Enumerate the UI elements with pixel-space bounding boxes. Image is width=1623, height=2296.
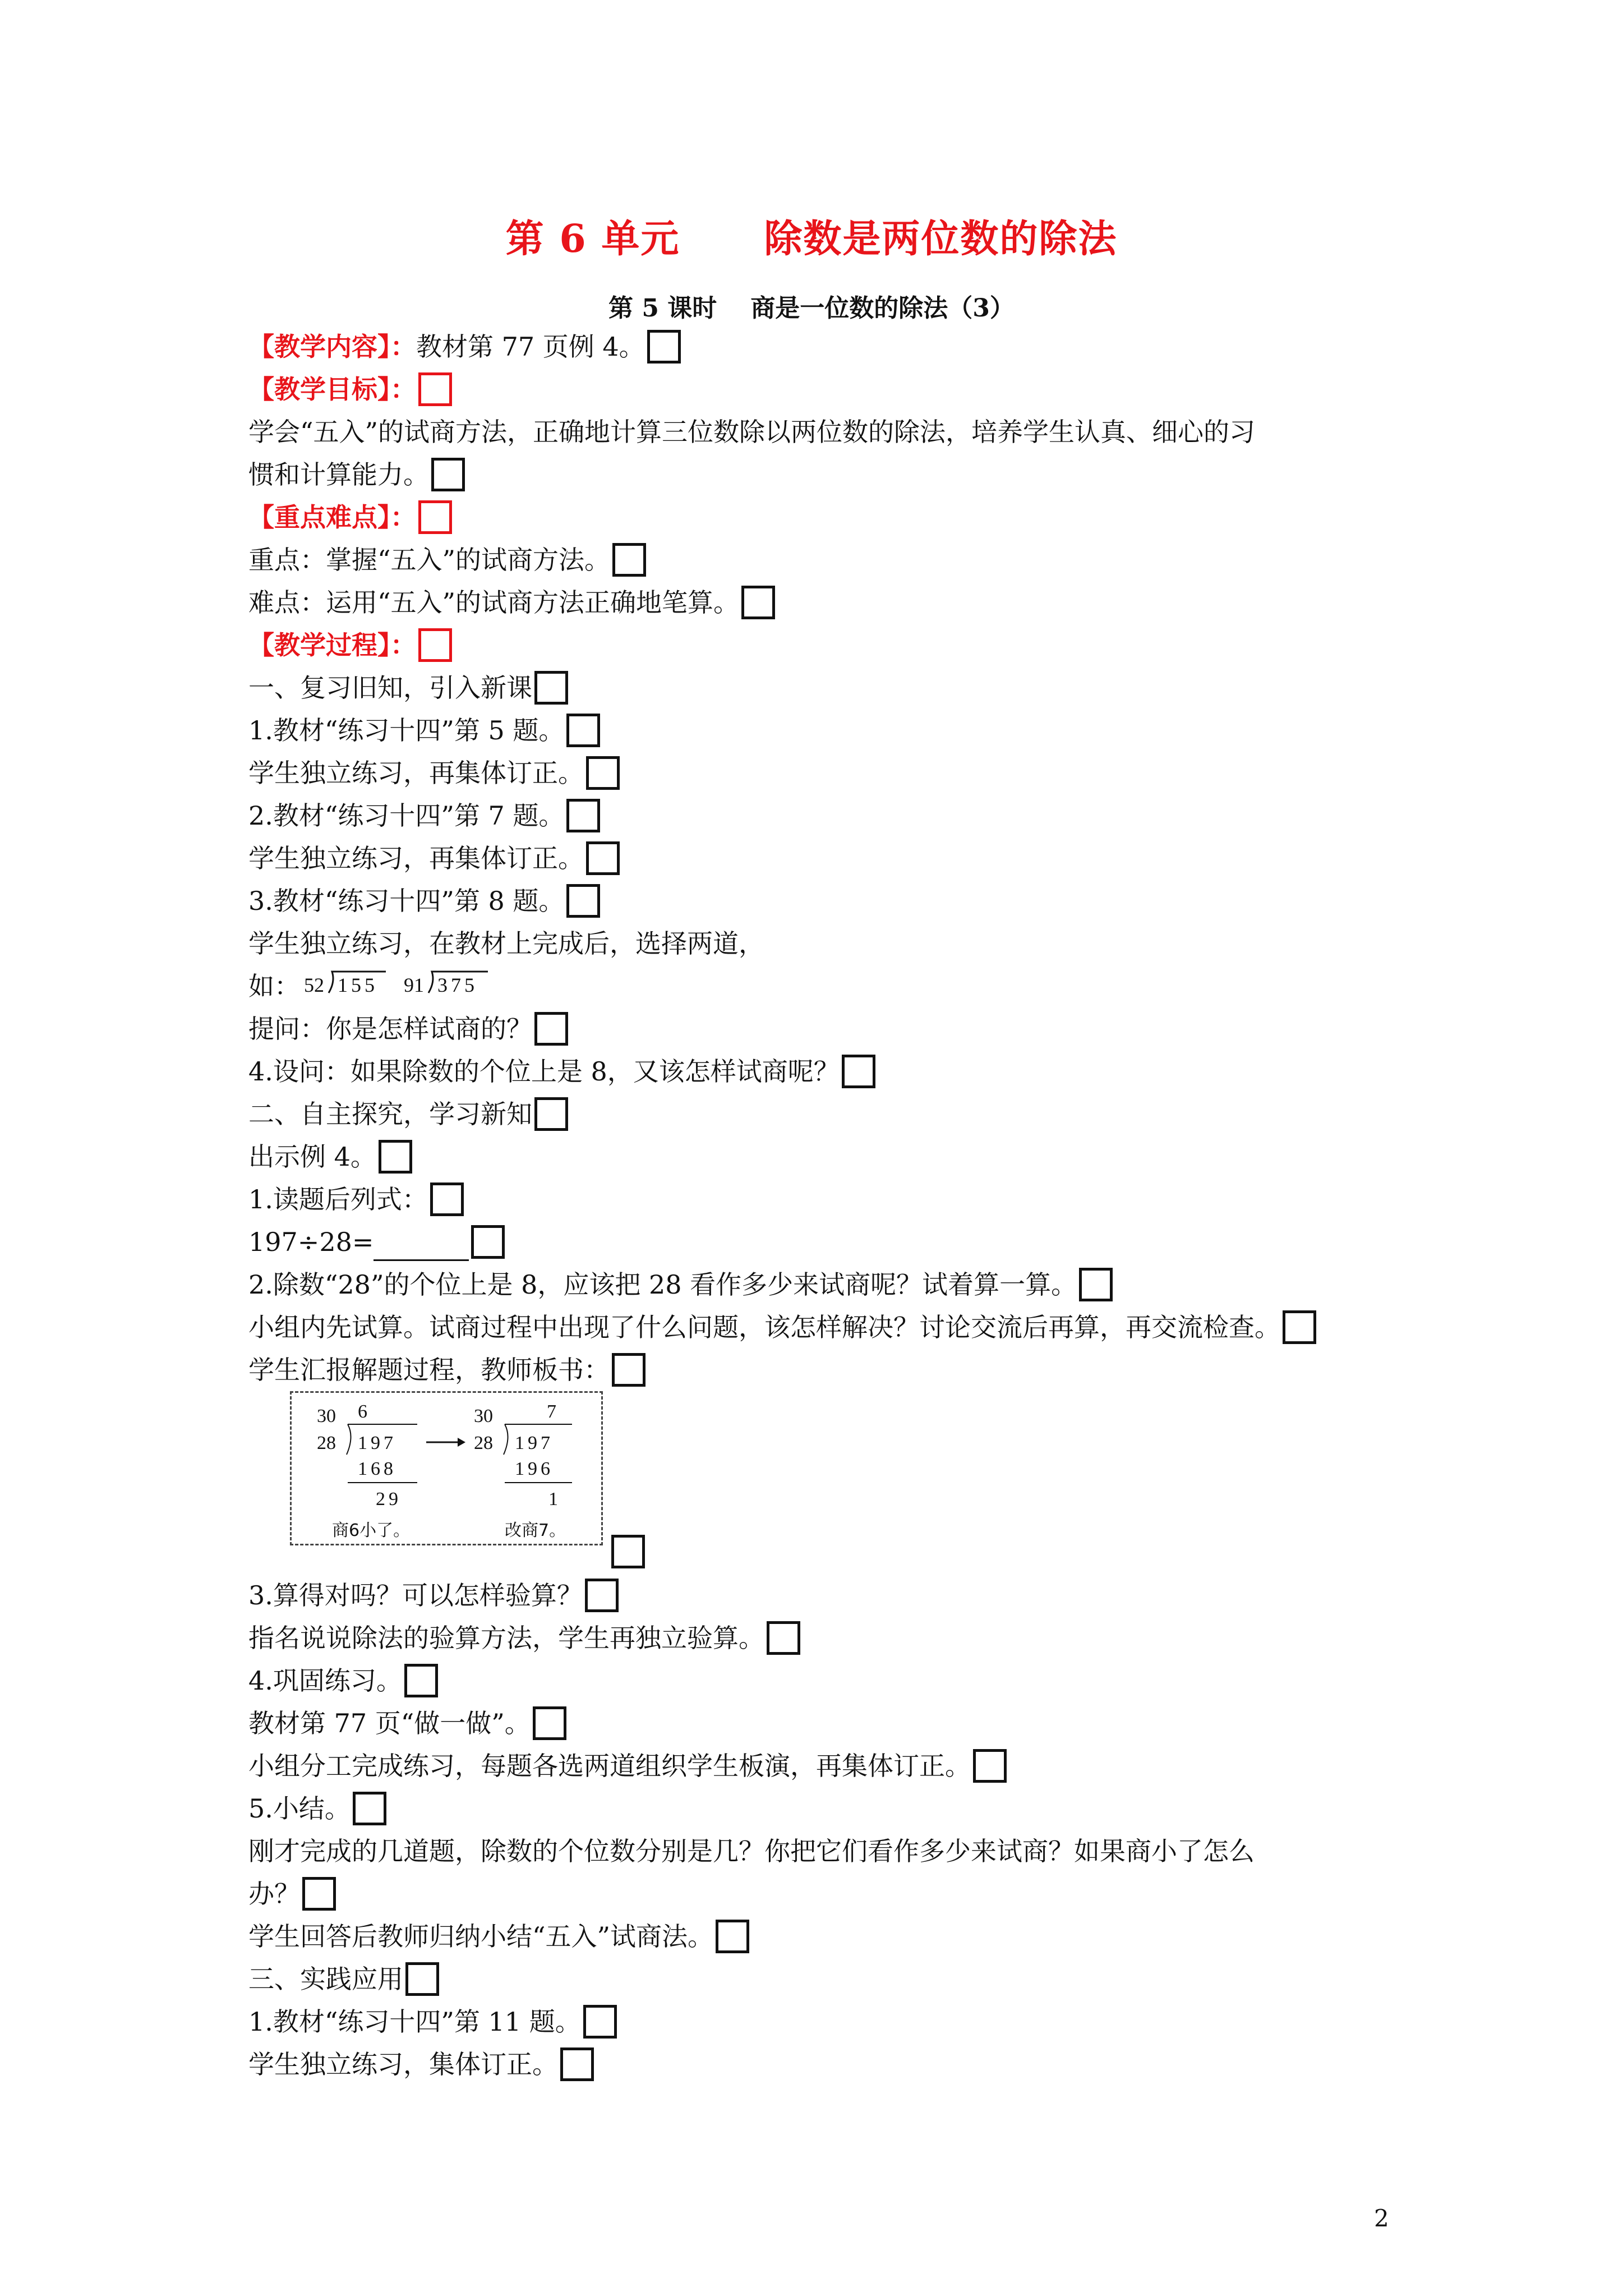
checkbox[interactable] (583, 2005, 617, 2039)
line-key (248, 544, 646, 579)
line-text: 1.读题后列式： (248, 1184, 428, 1214)
label-process: 【教学过程】： (248, 630, 416, 660)
lesson-subtitle (0, 288, 1623, 324)
board-work-diagram (292, 1393, 605, 1547)
checkbox[interactable] (534, 1097, 568, 1131)
divisor-1: 52 (304, 974, 324, 996)
checkbox[interactable] (566, 714, 600, 747)
line-text: 4.设问：如果除数的个位上是 8，又该怎样试商呢？ (248, 1056, 840, 1087)
bracket-curve-left (347, 1424, 351, 1455)
line-21 (248, 1921, 749, 1955)
line-text: 重点：掌握“五入”的试商方法。 (248, 545, 611, 575)
checkbox[interactable] (405, 1962, 439, 1996)
unit-name: 除数是两位数的除法 (764, 217, 1118, 261)
line-12 (248, 1354, 645, 1389)
remainder-right: 1 (548, 1489, 558, 1510)
line-text: 2.除数“28”的个位上是 8，应该把 28 看作多少来试商呢？试着算一算。 (248, 1269, 1077, 1300)
line-7 (248, 1056, 875, 1091)
line-text: 2.教材“练习十四”第 7 题。 (248, 800, 565, 831)
line-difficulty (248, 587, 775, 622)
checkbox[interactable] (566, 799, 600, 832)
checkbox[interactable] (612, 1353, 645, 1387)
product-right: 196 (515, 1458, 554, 1479)
line-text: 小组内先试算。试商过程中出现了什么问题，该怎样解决？讨论交流后再算，再交流检查。 (248, 1312, 1280, 1342)
line-text: 学生独立练习，再集体订正。 (248, 758, 584, 788)
caption-left: 商6小了。 (332, 1521, 411, 1540)
line-text: 办？ (248, 1879, 300, 1909)
checkbox[interactable] (586, 756, 620, 790)
label-keypoints: 【重点难点】： (248, 502, 416, 532)
dividend-1: 155 (338, 974, 378, 996)
line-13 (248, 1580, 619, 1614)
line-text: 指名说说除法的验算方法，学生再独立验算。 (248, 1623, 764, 1653)
line-19 (248, 1835, 1255, 1867)
line-text: 提问：你是怎样试商的？ (248, 1014, 532, 1044)
line-11 (248, 1312, 1316, 1346)
checkbox[interactable] (353, 1792, 386, 1825)
checkbox[interactable] (585, 1579, 619, 1612)
checkbox[interactable] (404, 1664, 438, 1697)
answer-blank[interactable] (374, 1237, 469, 1261)
checkbox[interactable] (1079, 1268, 1113, 1301)
line-text: 刚才完成的几道题，除数的个位数分别是几？你把它们看作多少来试商？如果商小了怎么 (248, 1836, 1255, 1866)
line-6 (248, 928, 764, 959)
line-text: 学生回答后教师归纳小结“五入”试商法。 (248, 1921, 714, 1952)
checkbox[interactable] (560, 2047, 594, 2081)
line-text: 3.算得对吗？可以怎样验算？ (248, 1580, 583, 1611)
line-text: 学生独立练习，再集体订正。 (248, 843, 584, 873)
checkbox[interactable] (431, 458, 465, 491)
line-23 (248, 2049, 594, 2083)
checkbox[interactable] (842, 1055, 875, 1088)
page-number: 2 (1374, 2205, 1389, 2232)
line-text: 学会“五入”的试商方法，正确地计算三位数除以两位数的除法，培养学生认真、细心的习 (248, 417, 1256, 447)
line-text: 3.教材“练习十四”第 8 题。 (248, 886, 565, 916)
line-text: 1.教材“练习十四”第 11 题。 (248, 2007, 581, 2037)
checkbox[interactable] (471, 1225, 505, 1259)
checkbox[interactable] (302, 1877, 336, 1911)
line-question (248, 1013, 568, 1048)
line-9 (248, 1184, 464, 1218)
checkbox[interactable] (611, 1535, 645, 1568)
checkbox[interactable] (418, 500, 452, 534)
unit-number: 第 6 单元 (505, 217, 680, 261)
line-text: 二、自主探究，学习新知 (248, 1099, 532, 1129)
line-18 (248, 1793, 386, 1828)
approx-left: 30 (317, 1406, 336, 1427)
checkbox[interactable] (612, 543, 646, 577)
line-text: 教材第 77 页“做一做”。 (248, 1708, 531, 1738)
section-1-heading (248, 672, 568, 707)
divisor-2: 91 (404, 974, 424, 996)
line-2 (248, 757, 620, 792)
line-text: 学生汇报解题过程，教师板书： (248, 1355, 610, 1385)
line-text: 5.小结。 (248, 1793, 351, 1824)
line-20 (248, 1878, 336, 1913)
label-content: 【教学内容】： (248, 332, 416, 362)
checkbox[interactable] (534, 1012, 568, 1046)
checkbox[interactable] (767, 1621, 800, 1655)
section-2-heading (248, 1098, 568, 1133)
line-example (248, 970, 300, 1002)
checkbox[interactable] (716, 1920, 749, 1953)
line-content (248, 331, 681, 366)
checkbox[interactable] (741, 586, 775, 619)
inline-division-examples (303, 965, 494, 1004)
line-text: 197÷28= (248, 1227, 374, 1257)
line-3 (248, 800, 600, 835)
bracket-curve-right (504, 1424, 508, 1455)
checkbox[interactable] (1283, 1310, 1316, 1344)
line-15 (248, 1665, 438, 1700)
line-equation (248, 1226, 505, 1261)
checkbox[interactable] (430, 1182, 464, 1216)
line-17 (248, 1750, 1007, 1785)
board-work-frame (290, 1391, 603, 1545)
product-left: 168 (358, 1458, 396, 1479)
line-text: 4.巩固练习。 (248, 1665, 402, 1696)
checkbox[interactable] (647, 330, 681, 364)
line-text: 一、复习旧知，引入新课 (248, 673, 532, 703)
checkbox[interactable] (379, 1140, 412, 1174)
unit-title (0, 209, 1623, 263)
section-3-heading (248, 1963, 439, 1998)
checkbox[interactable] (973, 1749, 1007, 1783)
approx-right: 30 (474, 1406, 493, 1427)
checkbox[interactable] (534, 671, 568, 705)
checkbox[interactable] (533, 1706, 566, 1740)
line-14 (248, 1622, 800, 1657)
line-goal-text-1 (248, 416, 1255, 448)
divisor-left: 28 (317, 1433, 336, 1453)
checkbox[interactable] (418, 372, 452, 406)
line-text: 难点：运用“五入”的试商方法正确地笔算。 (248, 587, 740, 618)
caption-right: 改商7。 (505, 1521, 566, 1540)
line-text: 学生独立练习，在教材上完成后，选择两道， (248, 928, 764, 959)
line-text: 教材第 77 页例 4。 (416, 332, 645, 362)
checkbox[interactable] (566, 884, 600, 918)
remainder-left: 29 (376, 1489, 402, 1510)
line-keypoints (248, 501, 452, 536)
line-text: 1.教材“练习十四”第 5 题。 (248, 715, 565, 746)
line-16 (248, 1708, 566, 1742)
dividend-2: 375 (437, 974, 478, 996)
line-goal-text-2 (248, 459, 465, 494)
line-4 (248, 843, 620, 877)
dividend-right: 197 (515, 1433, 554, 1453)
line-text: 出示例 4。 (248, 1142, 376, 1172)
line-goals (248, 374, 452, 408)
quotient-right: 7 (547, 1401, 556, 1422)
line-process (248, 629, 452, 664)
dividend-left: 197 (358, 1433, 396, 1453)
quotient-left: 6 (358, 1401, 367, 1422)
lesson-name: 商是一位数的除法（3） (750, 294, 1015, 323)
line-22 (248, 2006, 617, 2041)
line-8 (248, 1141, 412, 1176)
lesson-number: 第 5 课时 (608, 294, 717, 323)
line-text: 小组分工完成练习，每题各选两道组织学生板演，再集体订正。 (248, 1751, 971, 1781)
line-5 (248, 885, 600, 920)
line-text: 学生独立练习，集体订正。 (248, 2049, 558, 2079)
line-text: 惯和计算能力。 (248, 459, 429, 490)
line-10 (248, 1269, 1113, 1304)
label-goals: 【教学目标】： (248, 374, 416, 404)
checkbox[interactable] (418, 628, 452, 662)
line-text: 如： (248, 971, 300, 1001)
line-text: 三、实践应用 (248, 1964, 403, 1994)
line-1 (248, 715, 600, 749)
checkbox[interactable] (586, 841, 620, 875)
arrow-head (458, 1438, 465, 1447)
divisor-right: 28 (474, 1433, 493, 1453)
